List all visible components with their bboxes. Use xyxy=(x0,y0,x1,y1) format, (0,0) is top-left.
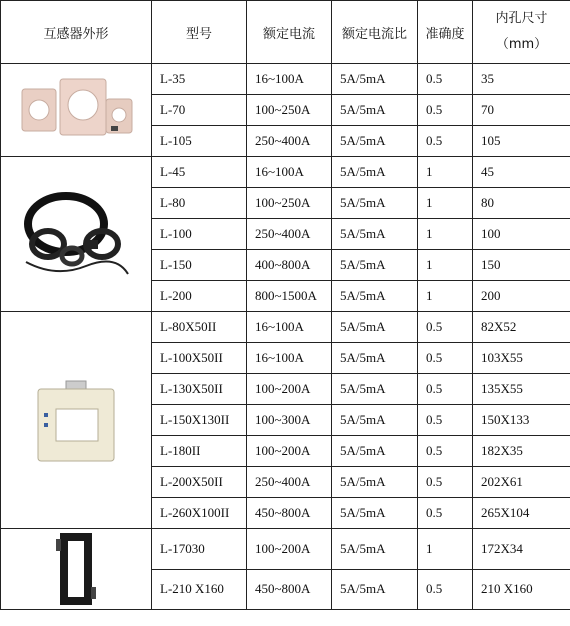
cell-rated-current: 450~800A xyxy=(247,569,332,610)
cell-current-ratio: 5A/5mA xyxy=(332,219,418,250)
header-hole-size-line2: （mm） xyxy=(495,37,548,52)
header-shape: 互感器外形 xyxy=(1,1,152,64)
product-image-cell xyxy=(1,529,152,610)
cell-current-ratio: 5A/5mA xyxy=(332,157,418,188)
cell-rated-current: 16~100A xyxy=(247,343,332,374)
cell-current-ratio: 5A/5mA xyxy=(332,467,418,498)
cell-model: L-35 xyxy=(152,64,247,95)
cell-hole-size: 80 xyxy=(473,188,570,219)
cell-hole-size: 150 xyxy=(473,250,570,281)
header-hole-size-line1: 内孔尺寸 xyxy=(495,11,548,26)
cell-rated-current: 250~400A xyxy=(247,219,332,250)
cell-hole-size: 70 xyxy=(473,95,570,126)
cell-model: L-17030 xyxy=(152,529,247,570)
header-row xyxy=(1,1,570,64)
cell-current-ratio: 5A/5mA xyxy=(332,498,418,529)
table-body xyxy=(1,64,570,610)
cell-model: L-200X50II xyxy=(152,467,247,498)
cell-model: L-150 xyxy=(152,250,247,281)
cell-accuracy: 0.5 xyxy=(418,498,473,529)
cell-current-ratio: 5A/5mA xyxy=(332,529,418,570)
cell-hole-size: 35 xyxy=(473,64,570,95)
cell-hole-size: 265X104 xyxy=(473,498,570,529)
cell-accuracy: 0.5 xyxy=(418,126,473,157)
cell-current-ratio: 5A/5mA xyxy=(332,374,418,405)
cell-accuracy: 1 xyxy=(418,281,473,312)
header-accuracy: 准确度 xyxy=(418,1,473,64)
cell-rated-current: 400~800A xyxy=(247,250,332,281)
cell-hole-size: 172X34 xyxy=(473,529,570,570)
cell-rated-current: 100~300A xyxy=(247,405,332,436)
cell-hole-size: 135X55 xyxy=(473,374,570,405)
table-row xyxy=(1,312,570,343)
cell-model: L-210 X160 xyxy=(152,569,247,610)
cell-accuracy: 0.5 xyxy=(418,569,473,610)
product-image-cell xyxy=(1,64,152,157)
cell-current-ratio: 5A/5mA xyxy=(332,95,418,126)
black-split-core-ring-ct-icon xyxy=(1,184,151,284)
cell-rated-current: 100~200A xyxy=(247,529,332,570)
cell-accuracy: 1 xyxy=(418,219,473,250)
cell-current-ratio: 5A/5mA xyxy=(332,343,418,374)
cell-current-ratio: 5A/5mA xyxy=(332,188,418,219)
table-row xyxy=(1,157,570,188)
cell-hole-size: 150X133 xyxy=(473,405,570,436)
cell-hole-size: 45 xyxy=(473,157,570,188)
cell-model: L-105 xyxy=(152,126,247,157)
cell-model: L-45 xyxy=(152,157,247,188)
cell-accuracy: 0.5 xyxy=(418,95,473,126)
cell-rated-current: 250~400A xyxy=(247,467,332,498)
cell-model: L-100X50II xyxy=(152,343,247,374)
header-hole-size xyxy=(473,1,570,64)
cell-current-ratio: 5A/5mA xyxy=(332,250,418,281)
cell-rated-current: 100~250A xyxy=(247,188,332,219)
cell-model: L-80 xyxy=(152,188,247,219)
cell-hole-size: 210 X160 xyxy=(473,569,570,610)
cell-current-ratio: 5A/5mA xyxy=(332,64,418,95)
cell-accuracy: 1 xyxy=(418,188,473,219)
cell-model: L-130X50II xyxy=(152,374,247,405)
cell-model: L-100 xyxy=(152,219,247,250)
cell-rated-current: 100~200A xyxy=(247,374,332,405)
cell-accuracy: 0.5 xyxy=(418,374,473,405)
black-tall-frame-ct-icon xyxy=(1,529,151,609)
header-current-ratio: 额定电流比 xyxy=(332,1,418,64)
cell-model: L-150X130II xyxy=(152,405,247,436)
cell-accuracy: 0.5 xyxy=(418,64,473,95)
cell-hole-size: 82X52 xyxy=(473,312,570,343)
product-image-cell xyxy=(1,312,152,529)
cell-accuracy: 1 xyxy=(418,250,473,281)
cell-hole-size: 200 xyxy=(473,281,570,312)
beige-square-block-ct-icon xyxy=(1,75,151,145)
cell-rated-current: 16~100A xyxy=(247,312,332,343)
cell-accuracy: 1 xyxy=(418,529,473,570)
cell-rated-current: 16~100A xyxy=(247,64,332,95)
cell-current-ratio: 5A/5mA xyxy=(332,312,418,343)
cell-rated-current: 100~250A xyxy=(247,95,332,126)
cell-rated-current: 100~200A xyxy=(247,436,332,467)
cell-accuracy: 0.5 xyxy=(418,405,473,436)
product-image-cell xyxy=(1,157,152,312)
table-row xyxy=(1,529,570,570)
beige-rectangular-window-ct-icon xyxy=(1,375,151,465)
cell-model: L-80X50II xyxy=(152,312,247,343)
cell-current-ratio: 5A/5mA xyxy=(332,405,418,436)
cell-hole-size: 202X61 xyxy=(473,467,570,498)
header-model: 型号 xyxy=(152,1,247,64)
cell-rated-current: 800~1500A xyxy=(247,281,332,312)
cell-current-ratio: 5A/5mA xyxy=(332,281,418,312)
cell-rated-current: 250~400A xyxy=(247,126,332,157)
cell-accuracy: 0.5 xyxy=(418,436,473,467)
cell-accuracy: 0.5 xyxy=(418,467,473,498)
cell-hole-size: 103X55 xyxy=(473,343,570,374)
table-row xyxy=(1,64,570,95)
cell-hole-size: 182X35 xyxy=(473,436,570,467)
header-rated-current: 额定电流 xyxy=(247,1,332,64)
cell-model: L-200 xyxy=(152,281,247,312)
cell-accuracy: 0.5 xyxy=(418,312,473,343)
cell-accuracy: 0.5 xyxy=(418,343,473,374)
cell-model: L-70 xyxy=(152,95,247,126)
cell-hole-size: 105 xyxy=(473,126,570,157)
cell-rated-current: 16~100A xyxy=(247,157,332,188)
cell-model: L-260X100II xyxy=(152,498,247,529)
cell-accuracy: 1 xyxy=(418,157,473,188)
cell-hole-size: 100 xyxy=(473,219,570,250)
cell-rated-current: 450~800A xyxy=(247,498,332,529)
cell-current-ratio: 5A/5mA xyxy=(332,436,418,467)
cell-current-ratio: 5A/5mA xyxy=(332,569,418,610)
cell-current-ratio: 5A/5mA xyxy=(332,126,418,157)
cell-model: L-180II xyxy=(152,436,247,467)
